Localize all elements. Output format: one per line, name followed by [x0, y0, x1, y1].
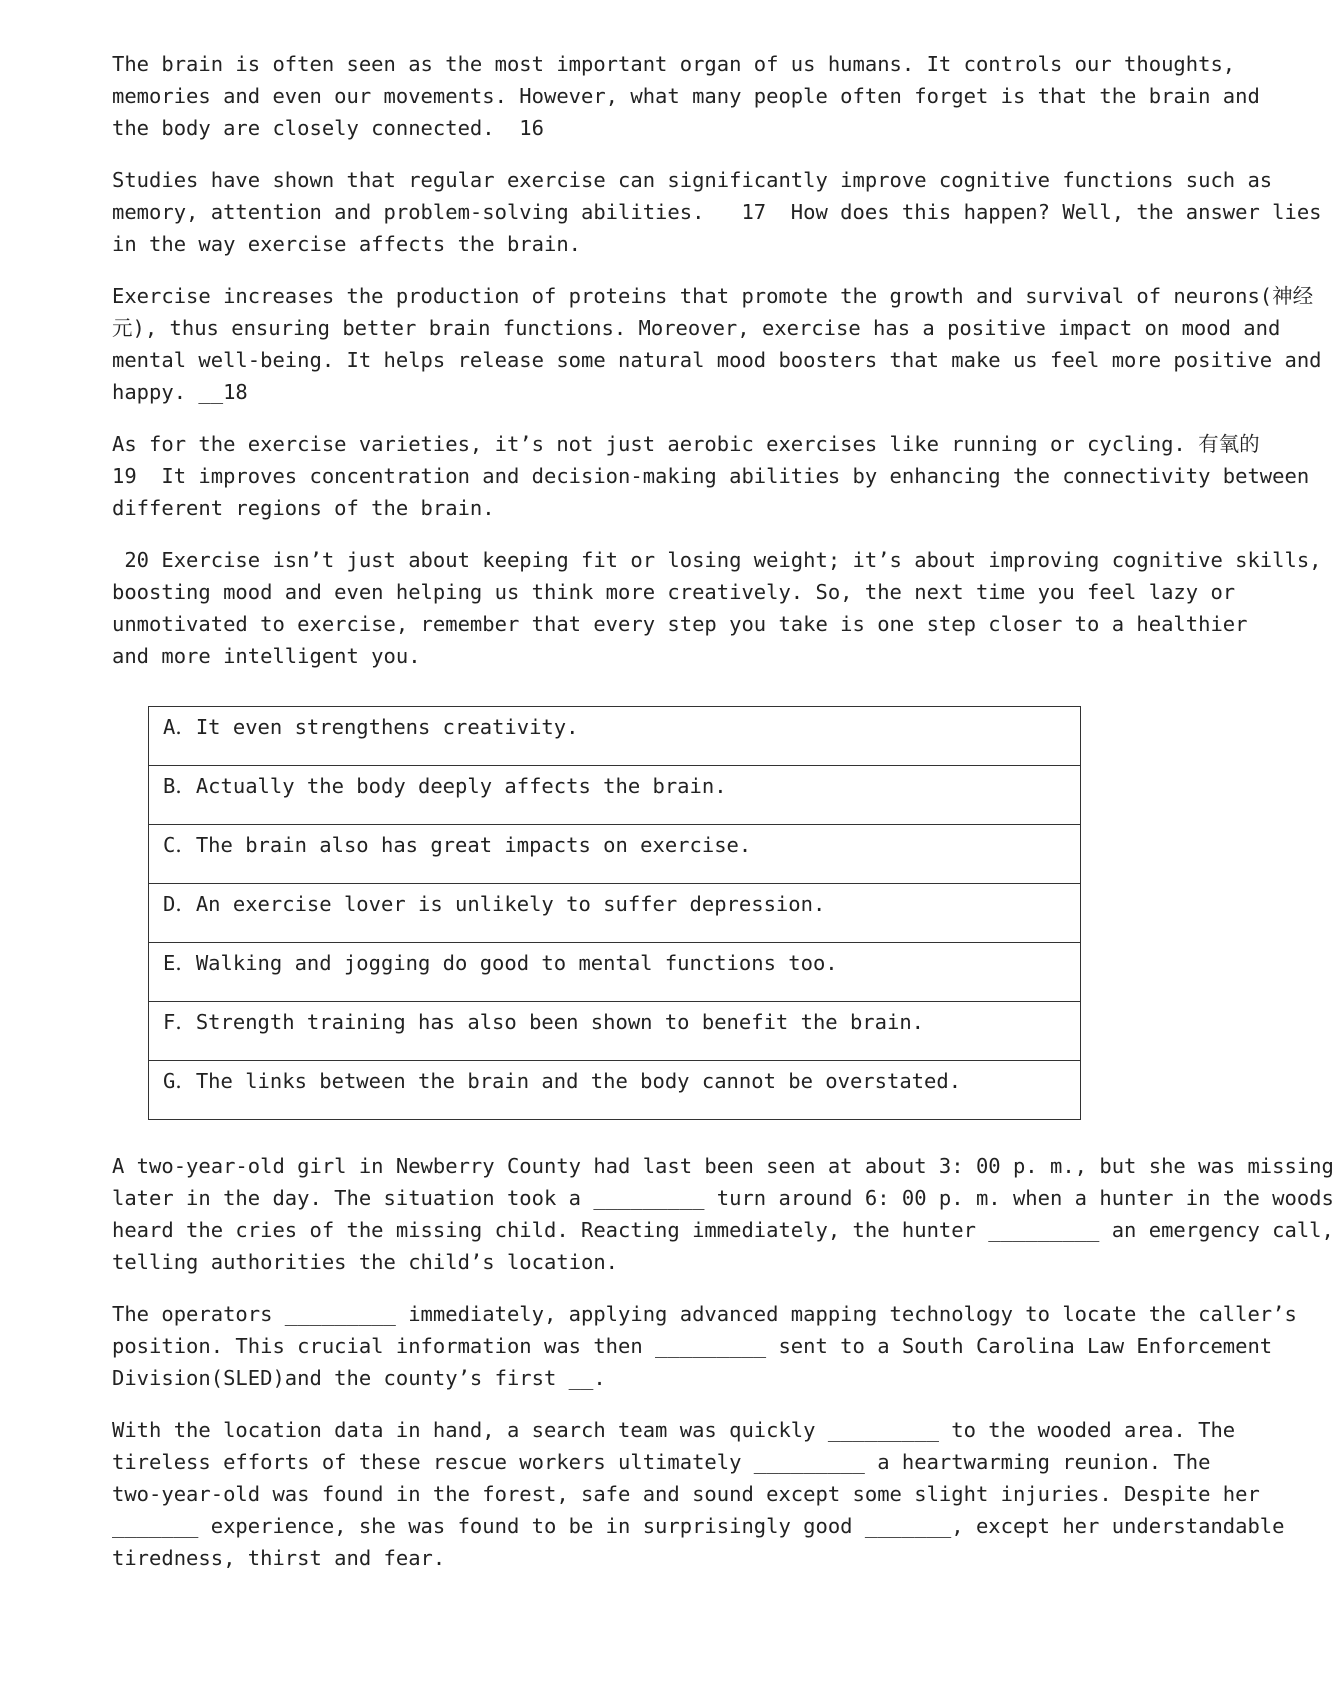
option-g: G．The links between the brain and the body cannot be overstated. — [149, 1061, 1081, 1120]
text-line: tiredness, thirst and fear. — [112, 1546, 446, 1570]
text-line: later in the day. The situation took a _________ turn around 6: 00 p. m. when a hunter in the woods — [112, 1186, 1334, 1210]
option-row — [149, 825, 1081, 884]
paragraph-5 — [112, 544, 1322, 672]
text-line: memories and even our movements. However, what many people often forget is that the brain and — [112, 84, 1260, 108]
option-c: C．The brain also has great impacts on exercise. — [149, 825, 1081, 884]
text-line: different regions of the brain. — [112, 496, 495, 520]
text-line: mental well-being. It helps release some natural mood boosters that make us feel more positive and — [112, 348, 1322, 372]
text-line: With the location data in hand, a search team was quickly _________ to the wooded area. The — [112, 1418, 1236, 1442]
paragraph-1 — [112, 48, 1260, 144]
option-row — [149, 766, 1081, 825]
text-line: in the way exercise affects the brain. — [112, 232, 581, 256]
text-line: and more intelligent you. — [112, 644, 421, 668]
text-line: 19 It improves concentration and decision-making abilities by enhancing the connectivity between — [112, 464, 1310, 488]
option-e: E．Walking and jogging do good to mental functions too. — [149, 943, 1081, 1002]
text-line: heard the cries of the missing child. Reacting immediately, the hunter _________ an emergency call, — [112, 1218, 1334, 1242]
text-line: two-year-old was found in the forest, safe and sound except some slight injuries. Despite her — [112, 1482, 1260, 1506]
paragraph-3 — [112, 1414, 1285, 1574]
text-line: 元), thus ensuring better brain functions. Moreover, exercise has a positive impact on mood and — [112, 316, 1281, 340]
text-line: _______ experience, she was found to be in surprisingly good _______, except her understandable — [112, 1514, 1285, 1538]
option-row — [149, 943, 1081, 1002]
options-table — [148, 706, 1081, 1120]
paragraph-3 — [112, 280, 1322, 408]
passage-two — [112, 1150, 1334, 1594]
text-line: Exercise increases the production of proteins that promote the growth and survival of neurons(神经 — [112, 284, 1314, 308]
paragraph-4 — [112, 428, 1310, 524]
text-line: The operators _________ immediately, applying advanced mapping technology to locate the caller’s — [112, 1302, 1297, 1326]
option-b: B．Actually the body deeply affects the brain. — [149, 766, 1081, 825]
text-line: A two-year-old girl in Newberry County had last been seen at about 3: 00 p. m., but she was missing — [112, 1154, 1334, 1178]
text-line: telling authorities the child’s location. — [112, 1250, 619, 1274]
option-row — [149, 1061, 1081, 1120]
passage-one — [112, 48, 1322, 692]
text-line: 20 Exercise isn’t just about keeping fit or losing weight; it’s about improving cognitive skills, — [112, 548, 1322, 572]
text-line: tireless efforts of these rescue workers ultimately _________ a heartwarming reunion. The — [112, 1450, 1211, 1474]
paragraph-1 — [112, 1150, 1334, 1278]
text-line: happy. __18 — [112, 380, 248, 404]
text-line: unmotivated to exercise, remember that every step you take is one step closer to a healthier — [112, 612, 1248, 636]
option-row — [149, 884, 1081, 943]
option-a: A．It even strengthens creativity. — [149, 707, 1081, 766]
option-row — [149, 1002, 1081, 1061]
option-f: F．Strength training has also been shown to benefit the brain. — [149, 1002, 1081, 1061]
text-line: Division(SLED)and the county’s first __. — [112, 1366, 606, 1390]
text-line: Studies have shown that regular exercise can significantly improve cognitive functions such as — [112, 168, 1273, 192]
text-line: boosting mood and even helping us think more creatively. So, the next time you feel lazy or — [112, 580, 1236, 604]
paragraph-2 — [112, 1298, 1297, 1394]
option-d: D．An exercise lover is unlikely to suffer depression. — [149, 884, 1081, 943]
text-line: The brain is often seen as the most important organ of us humans. It controls our thoughts, — [112, 52, 1236, 76]
option-row — [149, 707, 1081, 766]
text-line: the body are closely connected. 16 — [112, 116, 544, 140]
text-line: As for the exercise varieties, it’s not just aerobic exercises like running or cycling. 有氧的 — [112, 432, 1260, 456]
text-line: memory, attention and problem-solving abilities. 17 How does this happen? Well, the answer lies — [112, 200, 1322, 224]
paragraph-2 — [112, 164, 1322, 260]
text-line: position. This crucial information was then _________ sent to a South Carolina Law Enforcement — [112, 1334, 1273, 1358]
